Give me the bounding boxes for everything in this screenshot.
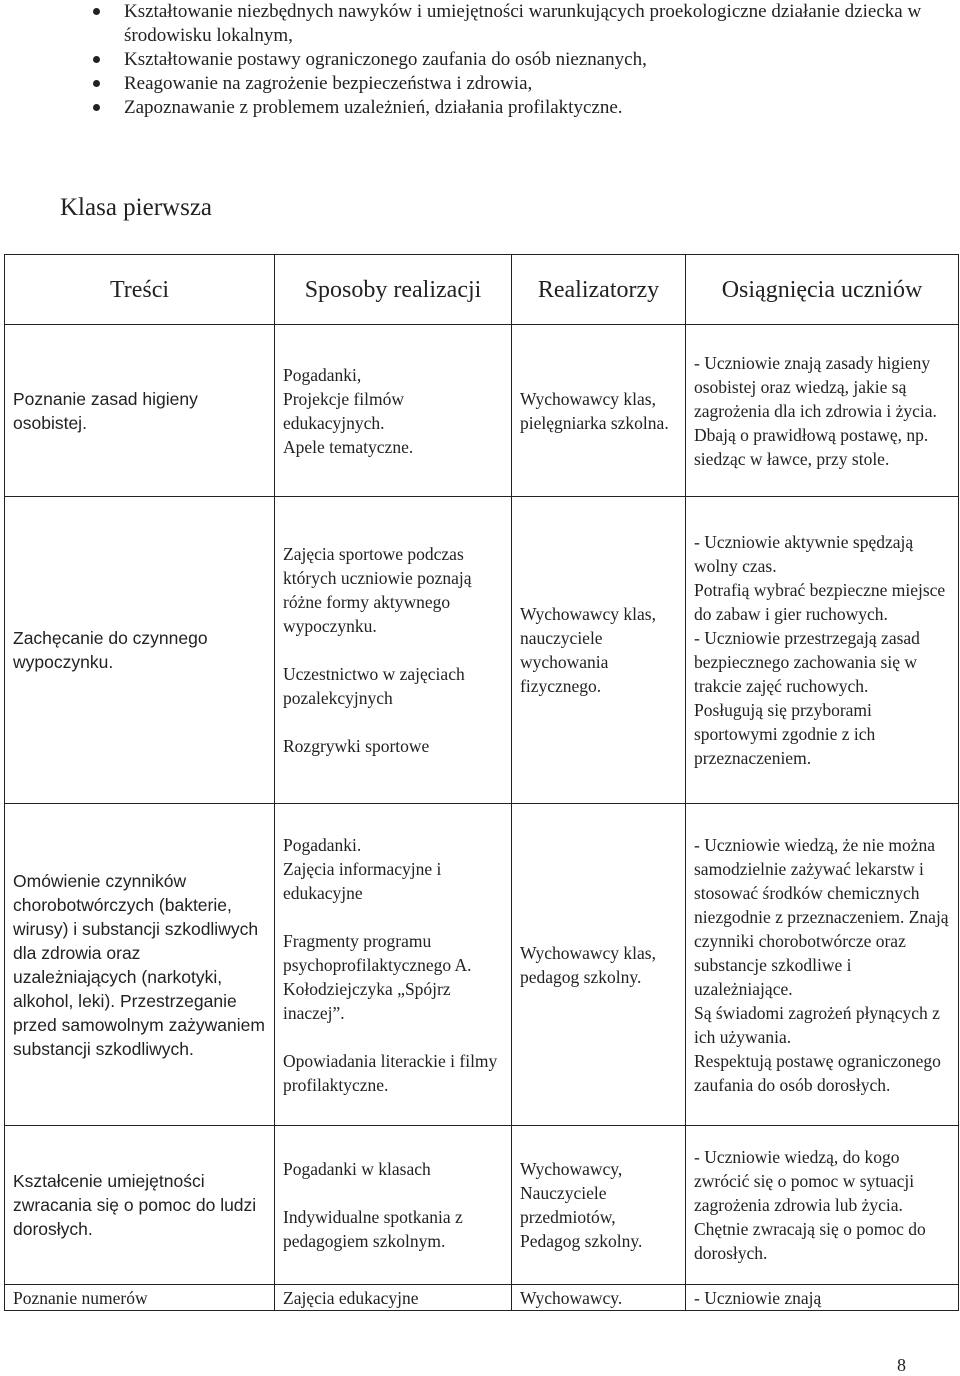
bullet-icon bbox=[93, 8, 100, 15]
achievement-item: - Uczniowie przestrzegają zasad bezpiecznego zachowania się w trakcie zajęć ruchowych. bbox=[694, 628, 920, 696]
achievement-item: - Uczniowie wiedzą, do kogo zwrócić się o pomoc w sytuacji zagrożenia zdrowia lub życia. bbox=[694, 1147, 915, 1215]
achievement-item: Potrafią wybrać bezpieczne miejsce do zabaw i gier ruchowych. bbox=[694, 580, 946, 624]
cell-realizatorzy: Wychowawcy klas, pedagog szkolny. bbox=[512, 804, 686, 1126]
cell-sposoby bbox=[275, 325, 512, 497]
bullet-icon bbox=[93, 80, 100, 87]
list-item-text: Kształtowanie postawy ograniczonego zaufania do osób nieznanych, bbox=[124, 49, 647, 70]
column-header-realizatorzy: Realizatorzy bbox=[512, 255, 686, 325]
achievement-item: Chętnie zwracają się o pomoc do dorosłych. bbox=[694, 1219, 926, 1263]
method-item: Apele tematyczne. bbox=[283, 436, 414, 457]
cell-osiagniecia bbox=[686, 497, 959, 804]
cell-tresci: Zachęcanie do czynnego wypoczynku. bbox=[5, 497, 275, 804]
method-item: Pogadanki w klasach bbox=[283, 1159, 431, 1179]
cell-realizatorzy: Wychowawcy. bbox=[512, 1285, 686, 1311]
cell-sposoby bbox=[275, 497, 512, 804]
cell-tresci: Omówienie czynników chorobotwórczych (bakterie, wirusy) i substancji szkodliwych dla zdrowia oraz uzależniających (narkotyki, alkohol, leki). Przestrzeganie przed samowolnym zażywaniem substancji szkodliwych. bbox=[5, 804, 275, 1126]
table-row bbox=[5, 325, 959, 497]
achievement-item: - Uczniowie wiedzą, że nie można samodzielnie zażywać lekarstw i stosować środków chemicznych niezgodnie z przeznaczeniem. Znają czynniki chorobotwórcze oraz substancje szkodliwe i uzależniające. bbox=[694, 834, 949, 999]
list-item bbox=[88, 48, 948, 72]
method-item: Opowiadania literackie i filmy profilaktyczne. bbox=[283, 1050, 498, 1095]
cell-realizatorzy: Wychowawcy, Nauczyciele przedmiotów, Pedagog szkolny. bbox=[512, 1126, 686, 1285]
list-item-text: Kształtowanie niezbędnych nawyków i umiejętności warunkujących proekologiczne działanie dziecka w środowisku lokalnym, bbox=[124, 1, 922, 46]
curriculum-table bbox=[4, 254, 959, 1311]
method-item: Projekcje filmów edukacyjnych. bbox=[283, 388, 405, 433]
bullet-icon bbox=[93, 56, 100, 63]
cell-sposoby bbox=[275, 1126, 512, 1285]
method-item: Zajęcia informacyjne i edukacyjne bbox=[283, 858, 442, 903]
cell-osiagniecia bbox=[686, 325, 959, 497]
column-header-tresci: Treści bbox=[5, 255, 275, 325]
cell-osiagniecia bbox=[686, 1126, 959, 1285]
achievement-item: Dbają o prawidłową postawę, np. siedząc w ławce, przy stole. bbox=[694, 424, 929, 469]
list-item-text: Zapoznawanie z problemem uzależnień, działania profilaktyczne. bbox=[124, 97, 623, 118]
cell-osiagniecia bbox=[686, 1285, 959, 1311]
list-item bbox=[88, 96, 948, 120]
cell-osiagniecia bbox=[686, 804, 959, 1126]
cell-realizatorzy: Wychowawcy klas, pielęgniarka szkolna. bbox=[512, 325, 686, 497]
achievement-item: - Uczniowie znają bbox=[694, 1287, 822, 1308]
method-item: Zajęcia sportowe podczas których uczniowie poznają różne formy aktywnego wypoczynku. bbox=[283, 544, 472, 636]
bullet-icon bbox=[93, 104, 100, 111]
objectives-list bbox=[88, 0, 948, 120]
table-header-row bbox=[5, 255, 959, 325]
cell-tresci: Kształcenie umiejętności zwracania się o pomoc do ludzi dorosłych. bbox=[5, 1126, 275, 1285]
achievement-item: Posługują się przyborami sportowymi zgodnie z ich przeznaczeniem. bbox=[694, 700, 876, 768]
list-item bbox=[88, 0, 948, 48]
cell-tresci: Poznanie zasad higieny osobistej. bbox=[5, 325, 275, 497]
method-item: Indywidualne spotkania z pedagogiem szkolnym. bbox=[283, 1207, 463, 1251]
table-row bbox=[5, 497, 959, 804]
column-header-osiagniecia: Osiągnięcia uczniów bbox=[686, 255, 959, 325]
cell-sposoby bbox=[275, 804, 512, 1126]
cell-realizatorzy: Wychowawcy klas, nauczyciele wychowania fizycznego. bbox=[512, 497, 686, 804]
achievement-item: - Uczniowie aktywnie spędzają wolny czas. bbox=[694, 532, 914, 576]
table-row bbox=[5, 804, 959, 1126]
method-item: Rozgrywki sportowe bbox=[283, 736, 430, 756]
cell-tresci: Poznanie numerów bbox=[5, 1285, 275, 1311]
table-row bbox=[5, 1126, 959, 1285]
column-header-sposoby: Sposoby realizacji bbox=[275, 255, 512, 325]
achievement-item: - Uczniowie znają zasady higieny osobistej oraz wiedzą, jakie są zagrożenia dla ich zdrowia i życia. bbox=[694, 352, 937, 421]
achievement-item: Są świadomi zagrożeń płynących z ich używania. bbox=[694, 1002, 940, 1047]
achievement-item: Respektują postawę ograniczonego zaufania do osób dorosłych. bbox=[694, 1050, 941, 1095]
section-title: Klasa pierwsza bbox=[60, 194, 213, 221]
method-item: Fragmenty programu psychoprofilaktycznego A. Kołodziejczyka „Spójrz inaczej”. bbox=[283, 930, 472, 1023]
method-item: Pogadanki, bbox=[283, 364, 362, 385]
method-item: Pogadanki. bbox=[283, 834, 362, 855]
list-item-text: Reagowanie na zagrożenie bezpieczeństwa i zdrowia, bbox=[124, 73, 533, 94]
table-row bbox=[5, 1285, 959, 1311]
method-item: Uczestnictwo w zajęciach pozalekcyjnych bbox=[283, 664, 465, 708]
list-item bbox=[88, 72, 948, 96]
cell-sposoby bbox=[275, 1285, 512, 1311]
method-item: Zajęcia edukacyjne bbox=[283, 1287, 419, 1308]
page-number: 8 bbox=[897, 1355, 906, 1375]
